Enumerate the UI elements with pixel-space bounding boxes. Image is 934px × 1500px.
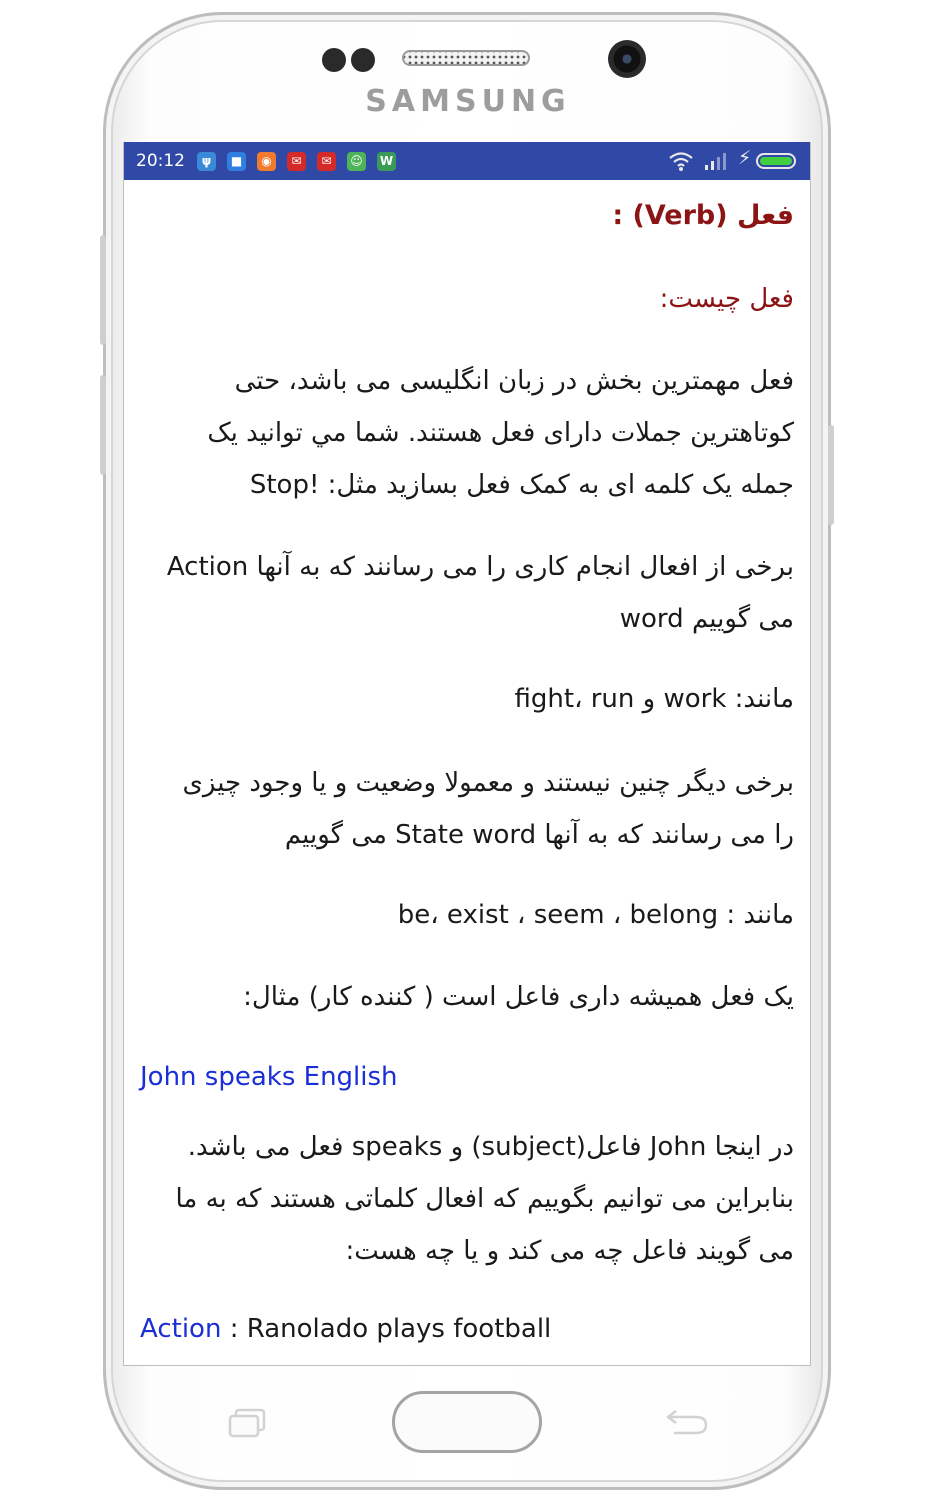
volume-button[interactable] <box>100 235 106 345</box>
paragraph-line: برخی از افعال انجام کاری را می رسانند که به آنها Action <box>166 552 794 582</box>
power-button[interactable] <box>828 425 834 525</box>
message-app-icon: ✉ <box>287 152 306 171</box>
paragraph-line: می گویند فاعل چه می کند و یا چه هست: <box>345 1236 794 1266</box>
section-heading: فعل چیست: <box>659 284 794 314</box>
paragraph-line: یک فعل همیشه داری فاعل است ( کننده کار) مثال: <box>243 982 794 1012</box>
page-title: فعل (Verb) : <box>612 200 794 231</box>
paragraph-line: word می گوییم <box>619 604 794 634</box>
article-content <box>124 180 811 1365</box>
home-button[interactable] <box>392 1391 542 1453</box>
word-app-icon: W <box>377 152 396 171</box>
battery-level <box>760 157 792 165</box>
charging-icon: ⚡ <box>738 147 752 169</box>
paragraph-line: مانند: work و fight، run <box>514 684 794 714</box>
fox-app-icon: ◉ <box>257 152 276 171</box>
brand-logo: SAMSUNG <box>365 84 571 119</box>
paragraph-line: بنابراین می توانیم بگوییم که افعال کلماتی هستند که به ما <box>175 1184 794 1214</box>
sensor-dot <box>351 48 375 72</box>
status-bar <box>124 142 811 180</box>
paragraph-line: فعل مهمترین بخش در زبان انگلیسی می باشد، حتی <box>234 366 794 396</box>
action-label: Action <box>140 1314 222 1344</box>
paragraph-line: کوتاهترین جملات دارای فعل هستند. شما مي توانيد يک <box>207 418 794 448</box>
wifi-icon <box>668 150 694 172</box>
paragraph-line: در اینجا John فاعل(subject) و speaks فعل می باشد. <box>187 1132 794 1162</box>
back-icon[interactable] <box>664 1403 710 1437</box>
battery-icon <box>756 153 796 169</box>
clock: 20:12 <box>136 151 185 171</box>
notification-app-icon: ■ <box>227 152 246 171</box>
signal-icon <box>704 151 728 171</box>
action-text: : Ranolado plays football <box>221 1314 552 1344</box>
screen <box>123 142 811 1366</box>
paragraph-line: جمله یک کلمه ای به کمک فعل بسازید مثل: !Stop <box>249 470 794 500</box>
action-example <box>140 1314 551 1344</box>
paragraph-line: مانند : be، exist ، seem ، belong <box>397 900 794 930</box>
earpiece-speaker <box>402 50 530 66</box>
example-sentence: John speaks English <box>140 1062 398 1092</box>
front-camera <box>608 40 646 78</box>
android-app-icon: ☺ <box>347 152 366 171</box>
usb-icon: ψ <box>197 152 216 171</box>
bixby-button[interactable] <box>100 375 106 475</box>
message-app-icon: ✉ <box>317 152 336 171</box>
paragraph-line: برخی دیگر چنین نیستند و معمولا وضعیت و یا وجود چیزی <box>182 768 794 798</box>
recent-apps-icon[interactable] <box>228 1408 266 1438</box>
paragraph-line: را می رسانند که به آنها State word می گوییم <box>284 820 794 850</box>
sensor-dot <box>322 48 346 72</box>
